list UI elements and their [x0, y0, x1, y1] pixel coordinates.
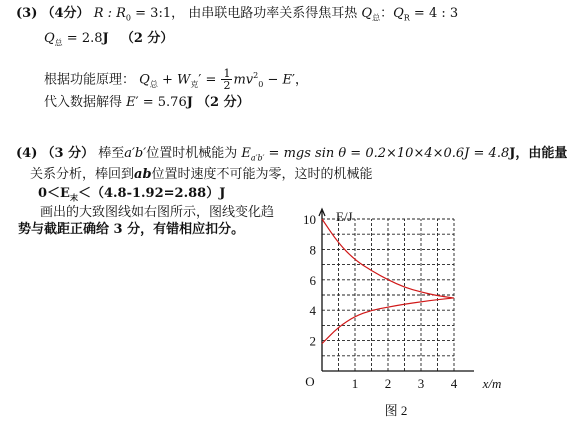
part4-range [38, 186, 225, 206]
result-unit: J [186, 95, 193, 110]
eq-q-sub: 总 [149, 79, 158, 89]
eq-w-prime: ′ [198, 72, 202, 88]
frac-den: 2 [223, 79, 231, 93]
q-total-score: （2 分） [120, 31, 174, 46]
result-e: E [126, 95, 136, 110]
part3-score: （4分） [41, 6, 90, 21]
energy-displacement-chart [292, 203, 524, 423]
part4-line2-text: 关系分析，棒回到 [30, 167, 135, 182]
y-tick-label: 4 [309, 303, 316, 319]
q-sub: 总 [372, 13, 381, 23]
eq-fraction [221, 68, 232, 91]
q-sym: Q [361, 6, 373, 21]
range-sub: 末 [69, 192, 78, 203]
part4-text2: 位置时机械能为 [146, 146, 238, 161]
eq-mv-sup: 2 [253, 71, 259, 80]
part4-desc1: 画出的大致图线如右图所示，图线变化趋 [40, 205, 275, 220]
y-tick-label: 6 [309, 272, 316, 288]
result-prime: ′ [135, 95, 139, 110]
eq-w-sub: 克 [190, 79, 199, 89]
part3-label: (3) [16, 6, 38, 21]
q-r-sub: R [403, 13, 410, 23]
part4-line1 [16, 146, 567, 167]
eq-e-prime: ′ [292, 72, 295, 88]
q-total-unit: J [102, 31, 109, 46]
part4-text3: ，由能量 [515, 146, 567, 161]
figure-caption: 图 2 [384, 403, 408, 418]
part4-score: （3 分） [41, 146, 95, 161]
result-score: （2 分） [197, 95, 250, 110]
result-val: = 5.76 [138, 95, 187, 110]
part4-label: (4) [16, 146, 38, 161]
part4-line2 [30, 167, 373, 183]
x-tick-label: 2 [384, 376, 392, 391]
eq-q: Q [139, 72, 150, 88]
eq-w: + W [157, 72, 191, 88]
part3-line3 [44, 64, 308, 97]
q-total: Q [44, 31, 55, 46]
e-expr: = mgs sin θ = 0.2×10×4×0.6J = 4.8 [264, 146, 510, 161]
part4-text1: 棒至 [98, 146, 125, 161]
ratio-sub: 0 [125, 13, 132, 23]
x-tick-label: 1 [351, 376, 359, 391]
e-unit: J [509, 146, 516, 161]
eq-mv: mv [233, 72, 254, 88]
q-ratio-val: = 4 : 3 [409, 6, 459, 21]
y-axis-label: E/J [336, 209, 353, 224]
frac-num: 1 [223, 67, 231, 81]
part4-line2-ab: ab [134, 167, 152, 182]
part4-ab: a′b′ [124, 146, 147, 161]
part4-desc2: 势与截距正确给 3 分，有错相应扣分。 [18, 222, 245, 237]
origin-label: O [305, 374, 315, 389]
q-r: Q [393, 6, 404, 21]
eq-equal: = [201, 72, 221, 88]
range-rest: ＜（4.8-1.92=2.88）J [77, 186, 226, 201]
q-total-sub: 总 [54, 38, 63, 48]
e-sub: a′b′ [250, 153, 265, 163]
q-ratio-sep: ： [380, 6, 394, 21]
e-sym: E [241, 146, 251, 161]
ratio-val: = 3:1， [131, 6, 185, 21]
chart-labels [303, 209, 501, 418]
part3-line4 [44, 95, 250, 111]
chart-axes [319, 209, 474, 371]
y-tick-label: 2 [309, 333, 316, 349]
range-start: 0＜E [38, 186, 70, 201]
text-series-joule: 由串联电路功率关系得焦耳热 [188, 6, 358, 21]
x-tick-label: 3 [417, 376, 425, 391]
ratio-expr: R : R [93, 6, 126, 21]
eq-minus-e: − E [263, 72, 292, 88]
part3-line2 [44, 31, 173, 52]
x-tick-label: 4 [450, 376, 458, 391]
q-total-val: = 2.8 [62, 31, 103, 46]
part4-line2-rest: 位置时速度不可能为零，这时的机械能 [151, 167, 373, 182]
y-tick-label: 8 [309, 242, 316, 258]
part3-line1 [16, 6, 458, 27]
result-label: 代入数据解得 [44, 95, 123, 110]
eq-end: ， [294, 72, 308, 88]
y-tick-label: 10 [303, 212, 316, 227]
eq-mv-sub: 0 [258, 79, 264, 89]
principle-label: 根据功能原理： [44, 72, 136, 88]
x-axis-label: x/m [482, 376, 502, 391]
